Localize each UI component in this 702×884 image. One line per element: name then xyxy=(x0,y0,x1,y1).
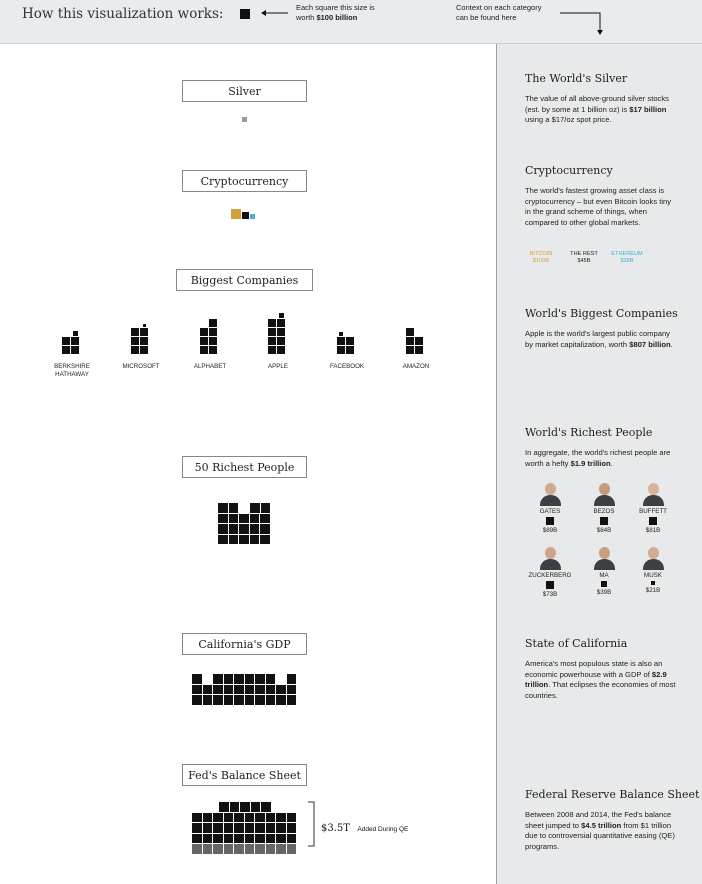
crypto-body: The world's fastest growing asset class is cryptocurrency – but even Bitcoin looks tiny in the grand scheme of things, when compared to other global markets. xyxy=(525,186,672,227)
company-square xyxy=(140,328,148,336)
fed-square xyxy=(219,802,229,812)
company-square xyxy=(277,337,285,345)
person-value: $84B xyxy=(596,527,612,534)
person-card xyxy=(579,546,629,596)
company-square xyxy=(140,337,148,345)
person-card xyxy=(628,482,678,534)
qe-value: $3.5T xyxy=(321,823,350,834)
section-fed: Fed's Balance Sheet xyxy=(182,764,307,786)
company-square xyxy=(209,328,217,336)
fed-square xyxy=(287,813,297,823)
gdp-square xyxy=(276,685,286,695)
gdp-square xyxy=(287,674,297,684)
gdp-square xyxy=(234,674,244,684)
gdp-square xyxy=(213,685,223,695)
fed-square xyxy=(266,813,276,823)
person-name: MUSK xyxy=(644,572,662,579)
company-square xyxy=(200,346,208,354)
person-card xyxy=(628,546,678,594)
gdp-square xyxy=(213,674,223,684)
silver-body: The value of all above-ground silver stocks (est. by some at 1 billion oz) is $17 billion using a $17/oz spot price. xyxy=(525,94,669,125)
person-value: $21B xyxy=(645,587,661,594)
gdp-square xyxy=(234,685,244,695)
company-square xyxy=(209,337,217,345)
company-square xyxy=(200,337,208,345)
fed-square xyxy=(287,823,297,833)
richest-square xyxy=(261,503,271,513)
fed-square xyxy=(255,823,265,833)
fed-square xyxy=(213,813,223,823)
person-square xyxy=(546,517,554,525)
company-square xyxy=(277,328,285,336)
fed-square xyxy=(234,813,244,823)
qe-annotation xyxy=(321,818,408,836)
richest-square xyxy=(239,514,249,524)
fed-base-square xyxy=(213,844,223,854)
fed-square xyxy=(287,834,297,844)
company-square xyxy=(406,346,414,354)
bitcoin-square xyxy=(231,209,241,219)
company-label: ALPHABET xyxy=(193,363,227,370)
company-square xyxy=(268,346,276,354)
richest-square xyxy=(260,524,270,534)
company-label: AMAZON xyxy=(402,363,430,370)
gdp-square xyxy=(203,685,213,695)
company-square xyxy=(200,328,208,336)
gdp-square xyxy=(245,695,255,705)
person-square xyxy=(600,517,608,525)
gdp-square xyxy=(266,695,276,705)
gdp-square xyxy=(192,685,202,695)
fed-square xyxy=(266,834,276,844)
company-square xyxy=(406,337,414,345)
gdp-square xyxy=(255,685,265,695)
richest-square xyxy=(250,535,260,545)
gdp-square xyxy=(245,685,255,695)
silver-title: The World's Silver xyxy=(525,72,628,85)
person-square xyxy=(546,581,554,589)
gdp-square xyxy=(224,695,234,705)
gdp-square xyxy=(224,674,234,684)
richest-square xyxy=(250,514,260,524)
company-square xyxy=(209,346,217,354)
richest-square xyxy=(229,524,239,534)
context-text xyxy=(456,3,566,23)
left-arrow-icon xyxy=(260,7,290,19)
gdp-square xyxy=(287,685,297,695)
person-photo-icon xyxy=(642,546,664,570)
fed-base-square xyxy=(276,844,286,854)
companies-title: World's Biggest Companies xyxy=(525,307,678,320)
gdp-square xyxy=(266,685,276,695)
fed-square xyxy=(266,823,276,833)
fed-base-square xyxy=(224,844,234,854)
gdp-square xyxy=(255,695,265,705)
companies-body: Apple is the world's largest public company by market capitalization, worth $807 billion. xyxy=(525,329,673,349)
person-card xyxy=(525,482,575,534)
gdp-square xyxy=(234,695,244,705)
person-name: MA xyxy=(599,572,609,579)
fed-base-square xyxy=(255,844,265,854)
person-value: $89B xyxy=(542,527,558,534)
fed-square xyxy=(245,823,255,833)
richest-square xyxy=(218,535,228,545)
fed-square xyxy=(192,823,202,833)
gdp-square xyxy=(255,674,265,684)
fed-square xyxy=(234,834,244,844)
person-value: $81B xyxy=(645,527,661,534)
person-name: ZUCKERBERG xyxy=(528,572,572,579)
richest-square xyxy=(239,535,249,545)
fed-square xyxy=(192,834,202,844)
person-photo-icon xyxy=(593,482,615,506)
fed-body: Between 2008 and 2014, the Fed's balance sheet jumped to $4.5 trillion from $1 trillion due to controversial quantitative easing (QE) programs. xyxy=(525,810,675,851)
fed-square xyxy=(255,834,265,844)
fed-square xyxy=(255,813,265,823)
person-square xyxy=(649,517,657,525)
gdp-square xyxy=(287,695,297,705)
company-square xyxy=(62,346,70,354)
person-name: GATES xyxy=(539,508,561,515)
company-square xyxy=(71,337,79,345)
gdp-square xyxy=(213,695,223,705)
fed-square xyxy=(276,834,286,844)
richest-square xyxy=(218,524,228,534)
company-square xyxy=(277,346,285,354)
fed-base-square xyxy=(245,844,255,854)
fed-square xyxy=(224,823,234,833)
person-photo-icon xyxy=(539,482,561,506)
company-square xyxy=(131,346,139,354)
person-card xyxy=(525,546,575,598)
qe-bracket xyxy=(306,801,318,847)
context-line2: can be found here xyxy=(456,13,517,22)
company-square xyxy=(268,337,276,345)
richest-square xyxy=(260,514,270,524)
richest-square xyxy=(229,503,239,513)
fed-square xyxy=(261,802,271,812)
gdp-square xyxy=(203,695,213,705)
fed-square xyxy=(230,802,240,812)
person-photo-icon xyxy=(593,546,615,570)
fed-base-square xyxy=(203,844,213,854)
ethereum-square xyxy=(250,214,255,219)
fed-square xyxy=(224,813,234,823)
crypto-legend-item: THE REST $45B xyxy=(570,251,598,264)
company-partial-square xyxy=(279,313,284,318)
qe-note: Added During QE xyxy=(357,826,409,833)
gdp-square xyxy=(245,674,255,684)
gdp-square xyxy=(192,695,202,705)
fed-square xyxy=(213,834,223,844)
person-photo-icon xyxy=(539,546,561,570)
person-value: $73B xyxy=(542,591,558,598)
company-square xyxy=(268,319,276,327)
company-partial-square xyxy=(406,328,414,336)
crypto-legend-item: ETHEREUM $28B xyxy=(611,251,643,264)
fed-square xyxy=(245,834,255,844)
gdp-square xyxy=(276,695,286,705)
gdp-square xyxy=(266,674,276,684)
richest-square xyxy=(250,503,260,513)
fed-square xyxy=(203,834,213,844)
crypto-legend-item: BITCOIN $100B xyxy=(529,251,553,264)
fed-base-square xyxy=(192,844,202,854)
fed-square xyxy=(245,813,255,823)
gdp-square xyxy=(224,685,234,695)
person-value: $39B xyxy=(596,589,612,596)
person-name: BUFFETT xyxy=(639,508,667,515)
context-sidebar xyxy=(496,44,702,884)
company-label: APPLE xyxy=(268,363,288,370)
legend-line2: worth $100 billion xyxy=(296,13,358,22)
section-richest: 50 Richest People xyxy=(182,456,307,478)
fed-square xyxy=(203,823,213,833)
company-square xyxy=(415,346,423,354)
company-partial-square xyxy=(143,324,146,327)
person-name: BEZOS xyxy=(593,508,615,515)
company-square xyxy=(415,337,423,345)
company-label: MICROSOFT xyxy=(122,363,160,370)
company-label: BERKSHIRE HATHAWAY xyxy=(54,363,90,378)
richest-square xyxy=(229,535,239,545)
company-label: FACEBOOK xyxy=(329,363,365,370)
fed-base-square xyxy=(234,844,244,854)
richest-title: World's Richest People xyxy=(525,426,653,439)
company-partial-square xyxy=(209,319,217,327)
company-square xyxy=(131,328,139,336)
person-square xyxy=(601,581,607,587)
company-square xyxy=(268,328,276,336)
company-square xyxy=(131,337,139,345)
company-partial-square xyxy=(339,332,343,336)
richest-square xyxy=(239,524,249,534)
legend-square-icon xyxy=(240,9,250,19)
legend-text xyxy=(296,3,375,23)
fed-square xyxy=(251,802,261,812)
company-square xyxy=(277,319,285,327)
crypto-title: Cryptocurrency xyxy=(525,164,613,177)
legend-title: How this visualization works: xyxy=(22,6,224,22)
legend-value: $100 billion xyxy=(316,13,358,22)
fed-square xyxy=(224,834,234,844)
company-square xyxy=(346,346,354,354)
fed-square xyxy=(276,813,286,823)
section-companies: Biggest Companies xyxy=(176,269,313,291)
down-arrow-icon xyxy=(560,8,608,36)
company-square xyxy=(337,337,345,345)
richest-square xyxy=(250,524,260,534)
fed-title: Federal Reserve Balance Sheet xyxy=(525,788,700,801)
richest-body: In aggregate, the world's richest people are worth a hefty $1.9 trillion. xyxy=(525,448,671,468)
section-silver: Silver xyxy=(182,80,307,102)
other-crypto-square xyxy=(242,212,249,219)
legend-line1: Each square this size is xyxy=(296,3,375,12)
gdp-square xyxy=(192,674,202,684)
section-crypto: Cryptocurrency xyxy=(182,170,307,192)
company-square xyxy=(62,337,70,345)
legend-header xyxy=(0,0,702,44)
company-square xyxy=(71,346,79,354)
person-photo-icon xyxy=(642,482,664,506)
company-partial-square xyxy=(73,331,78,336)
california-title: State of California xyxy=(525,637,628,650)
fed-square xyxy=(203,813,213,823)
fed-square xyxy=(240,802,250,812)
richest-square xyxy=(260,535,270,545)
fed-square xyxy=(192,813,202,823)
context-line1: Context on each category xyxy=(456,3,542,12)
company-square xyxy=(337,346,345,354)
fed-square xyxy=(213,823,223,833)
fed-square xyxy=(276,823,286,833)
person-card xyxy=(579,482,629,534)
person-square xyxy=(651,581,655,585)
company-square xyxy=(140,346,148,354)
company-square xyxy=(346,337,354,345)
richest-square xyxy=(229,514,239,524)
california-body: America's most populous state is also an economic powerhouse with a GDP of $2.9 trillion. That eclipses the economies of most countries. xyxy=(525,659,676,700)
fed-base-square xyxy=(287,844,297,854)
richest-square xyxy=(218,514,228,524)
fed-square xyxy=(234,823,244,833)
section-california: California's GDP xyxy=(182,633,307,655)
fed-base-square xyxy=(266,844,276,854)
richest-square xyxy=(218,503,228,513)
silver-square xyxy=(242,117,247,122)
